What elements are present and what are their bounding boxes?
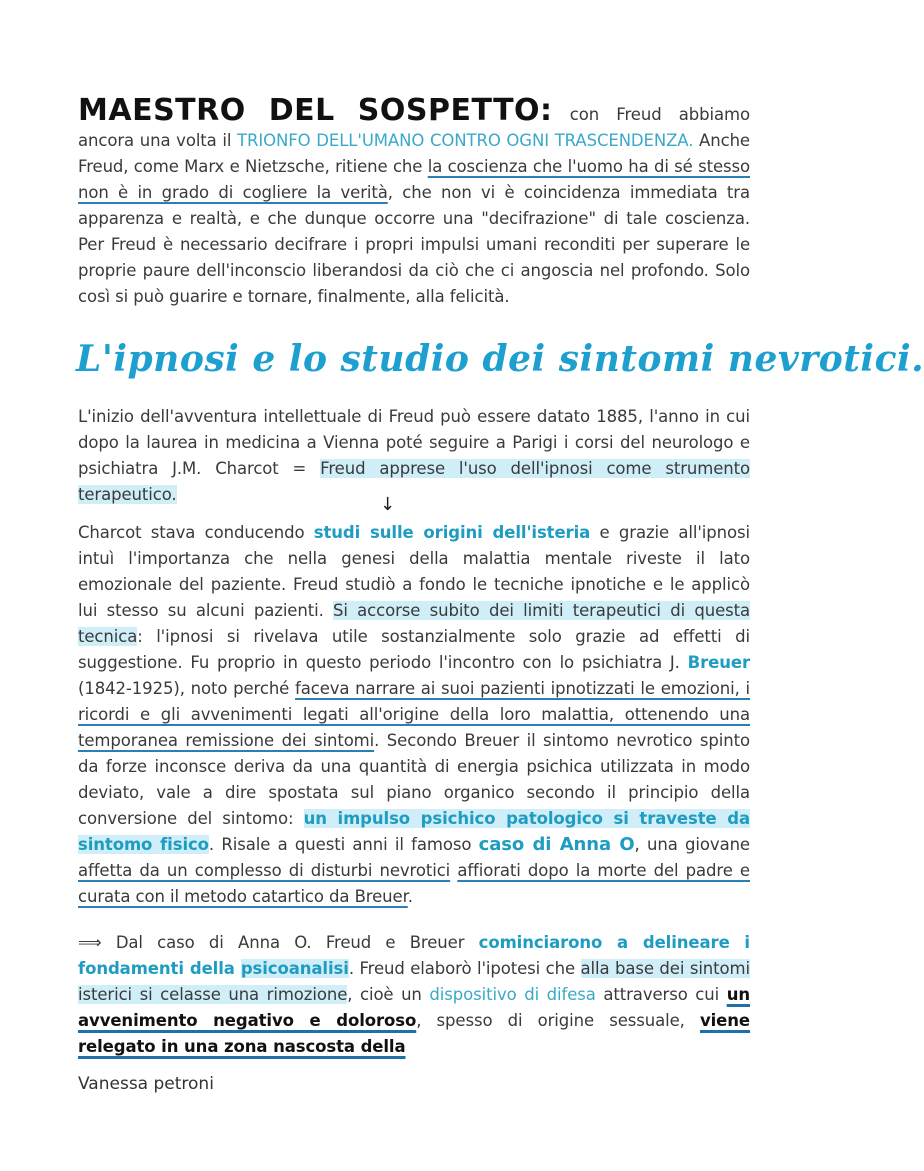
down-arrow-icon: ↓ <box>380 494 396 515</box>
author-signature: Vanessa petroni <box>78 1074 214 1094</box>
anna-o-text: caso di Anna O <box>478 834 635 855</box>
narrare-underlined: faceva narrare ai suoi pazienti ipnotizzati le emozioni, i ricordi e gli avvenimenti legati all'origine della loro malattia, ottenendo una temporanea remissione dei sintomi <box>78 679 750 750</box>
paragraph-2 <box>78 520 750 910</box>
para2-text-7: (1842-1925), noto perché <box>78 679 295 698</box>
intro-paragraph <box>78 93 750 310</box>
difesa-text: dispositivo di difesa <box>429 985 596 1004</box>
section-heading: L'ipnosi e lo studio dei sintomi nevrotici. <box>76 338 924 380</box>
para3-text-9: attraverso cui <box>595 985 727 1004</box>
para2-text-1: Charcot stava conducendo <box>78 523 314 542</box>
paragraph-3 <box>78 930 750 1060</box>
para2-text-11: . Risale a questi anni il famoso <box>208 835 479 854</box>
trionfo-text: TRIONFO DELL'UMANO CONTRO OGNI TRASCENDENZA. <box>237 131 694 150</box>
impulso-highlight: un impulso psichico patologico si traveste da sintomo fisico <box>78 809 750 854</box>
para2-text-13: , una giovane <box>634 835 750 854</box>
disturbi-underlined: affetta da un complesso di disturbi nevrotici <box>78 861 451 880</box>
para2-text-5: : l'ipnosi si rivelava utile sostanzialmente solo grazie ad effetti di suggestione. Fu proprio in questo periodo l'incontro con lo psichiatra J. <box>78 627 750 672</box>
sintomi-highlight: alla base dei sintomi isterici si celasse una <box>78 959 750 1004</box>
delineare-text: cominciarono a delineare i fondamenti della <box>78 933 750 978</box>
psicoanalisi-highlight: psicoanalisi <box>240 959 349 978</box>
para3-text-11: , spesso di origine sessuale, <box>416 1011 700 1030</box>
coscienza-underlined: la coscienza che l'uomo ha di sé stesso non è in grado di cogliere la verità <box>78 157 750 202</box>
avvenimento-underlined: un avvenimento negativo e doloroso <box>78 985 750 1030</box>
para1-text-1: L'inizio dell'avventura intellettuale di Freud può essere datato 1885, l'anno in cui dopo la laurea in medicina a Vienna poté seguire a Parigi i corsi del neurologo e psichiatra J.M. Charcot = <box>78 407 750 478</box>
limiti-highlight: Si accorse subito dei limiti terapeutici di questa tecnica <box>78 601 750 646</box>
para2-text-17: . <box>407 887 413 906</box>
lead-title: MAESTRO DEL SOSPETTO: <box>78 93 553 128</box>
para3-text-1: ⟹ Dal caso di Anna O. Freud e Breuer <box>78 933 479 952</box>
intro-text-5: , che non vi è coincidenza immediata tra apparenza e realtà, e che dunque occorre una "decifrazione" di tale coscienza. Per Freud è necessario decifrare i propri impulsi umani reconditi per superare le proprie paure dell'inconscio liberandosi da ciò che ci angoscia nel profondo. Solo così si può guarire e tornare, finalmente, alla felicità. <box>78 183 750 306</box>
ipnosi-highlight: Freud apprese l'uso dell'ipnosi come strumento terapeutico. <box>78 459 750 504</box>
affiorati-underlined: affiorati dopo la morte del padre e curata con il metodo catartico da Breuer <box>78 861 750 906</box>
para3-text-4: . Freud elaborò l'ipotesi che <box>348 959 581 978</box>
relegato-underlined: viene relegato in una zona nascosta della <box>78 1011 751 1056</box>
breuer-text: Breuer <box>687 653 750 672</box>
paragraph-1 <box>78 404 750 508</box>
intro-text-3: Anche Freud, come Marx e Nietzsche, ritiene che <box>78 131 750 176</box>
para2-text-3: e grazie all'ipnosi intuì l'importanza che nella genesi della malattia mentale riveste il lato emozionale del paziente. Freud studiò a fondo le tecniche ipnotiche e le applicò lui stesso su alcuni pazienti. <box>78 523 750 620</box>
para2-text-9: . Secondo Breuer il sintomo nevrotico spinto da forze inconsce deriva da una quantità di energia psichica utilizzata in modo deviato, vale a dire spostata sul piano organico secondo il principio della conversione del sintomo: <box>78 731 751 828</box>
isteria-text: studi sulle origini dell'isteria <box>313 523 591 542</box>
para3-text-7: , cioè un <box>347 985 430 1004</box>
intro-text-1: con Freud abbiamo ancora una volta il <box>78 105 750 150</box>
rimozione-highlight: rimozione <box>266 985 348 1004</box>
